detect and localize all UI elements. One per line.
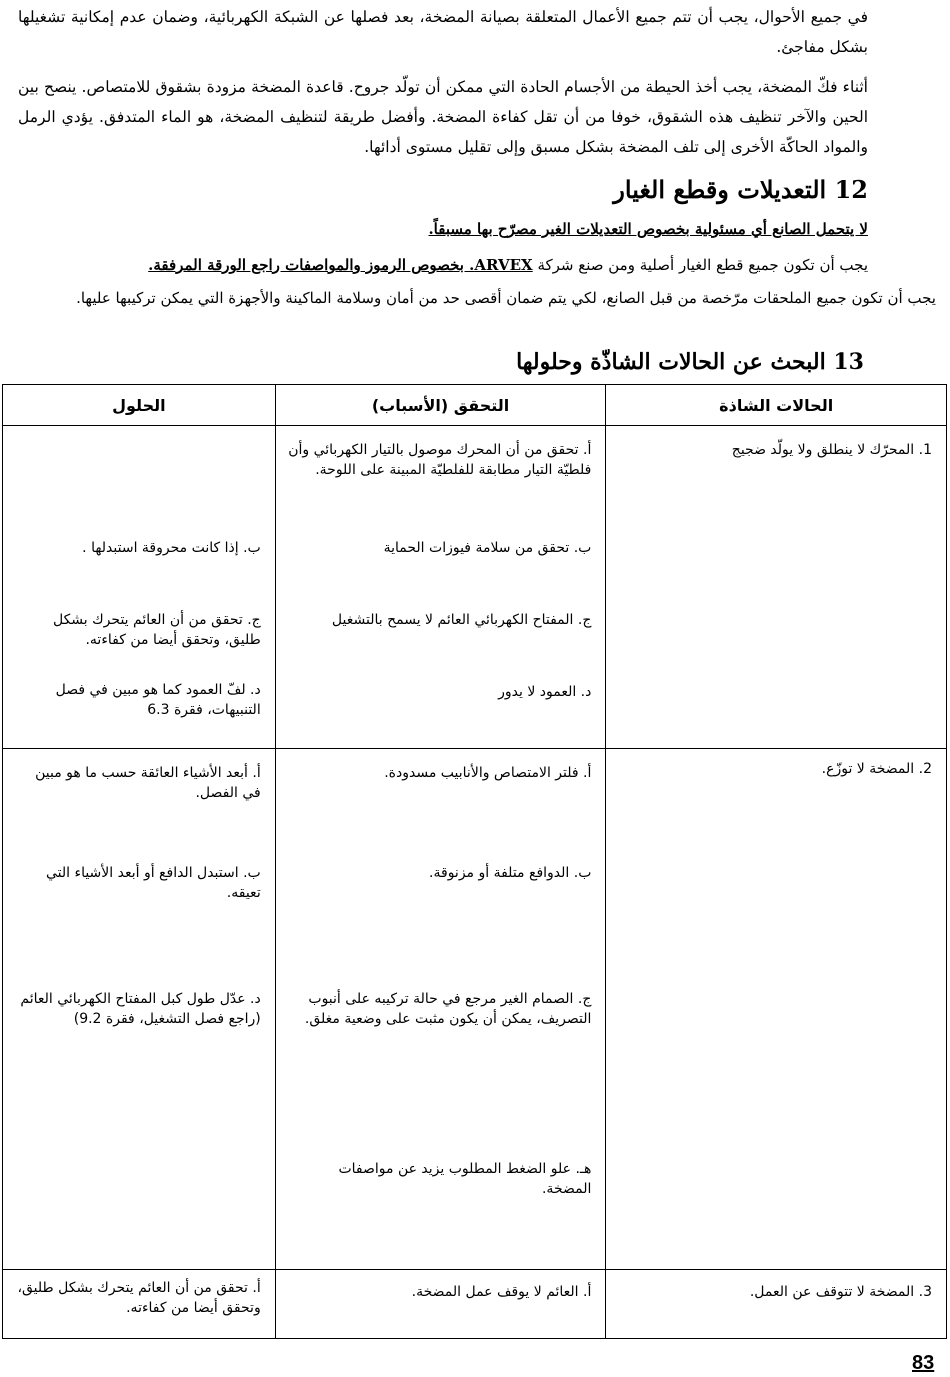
cause-1b: ب. تحقق من سلامة فيوزات الحماية — [383, 540, 592, 556]
solution-2b: ب. استبدل الدافع أو أبعد الأشياء التي تعيقه. — [45, 865, 261, 901]
solution-2a: أ. أبعد الأشياء العائقة حسب ما هو مبين في الفصل. — [35, 765, 261, 801]
table-row — [3, 426, 947, 749]
fault-2: 2. المضخة لا توزّع. — [821, 761, 932, 777]
solution-2d: د. عدّل طول كبل المفتاح الكهربائي العائم (راجع فصل التشغيل، فقرة 9.2) — [20, 991, 261, 1027]
cause-1a: أ. تحقق من أن المحرك موصول بالتيار الكهربائي وأن فلطيّة التيار مطابقة للفلطيّة المبينة على اللوحة. — [288, 442, 592, 478]
fault-cell — [606, 749, 947, 1270]
brand-name: ARVEX — [474, 256, 533, 274]
causes-cell — [275, 1270, 606, 1339]
fault-cell — [606, 1270, 947, 1339]
page-number: 83 — [912, 1352, 935, 1374]
section-12-title: 12 التعديلات وقطع الغيار — [613, 175, 868, 204]
header-faults: الحالات الشاذة — [606, 385, 947, 426]
solution-1c: ج. تحقق من أن العائم يتحرك بشكل طليق، وتحقق أيضا من كفاءته. — [52, 612, 261, 648]
causes-cell — [275, 426, 606, 749]
section-13-title: 13 البحث عن الحالات الشاذّة وحلولها — [516, 349, 864, 375]
cause-2a: أ. فلتر الامتصاص والأنابيب مسدودة. — [384, 765, 592, 781]
solutions-cell — [3, 1270, 276, 1339]
accessories-paragraph: يجب أن تكون جميع الملحقات مرّخصة من قبل الصانع، لكي يتم ضمان أقصى حد من أمان وسلامة الماكينة والأجهزة التي يمكن تركيبها عليها. — [76, 289, 936, 307]
causes-cell — [275, 749, 606, 1270]
fault-1: 1. المحرّك لا ينطلق ولا يولّد ضجيج — [731, 442, 932, 458]
spare-parts-text: يجب أن تكون جميع قطع الغيار أصلية ومن صنع شركة — [532, 256, 868, 274]
spare-parts-reference: . بخصوص الرموز والمواصفات راجع الورقة المرفقة. — [148, 256, 475, 274]
fault-cell — [606, 426, 947, 749]
cause-2e: هـ. علو الضغط المطلوب يزيد عن مواصفات المضخة. — [338, 1161, 592, 1197]
solution-3a: أ. تحقق من أن العائم يتحرك بشكل طليق، وتحقق أيضا من كفاءته. — [17, 1280, 261, 1316]
header-causes: التحقق (الأسباب) — [275, 385, 606, 426]
cause-1d: د. العمود لا يدور — [498, 684, 592, 700]
intro-paragraph-maintenance: في جميع الأحوال، يجب أن تتم جميع الأعمال المتعلقة بصيانة المضخة، بعد فصلها عن الشبكة الكهربائية، وضمان عدم إمكانية تشغيلها بشكل مفاجئ. — [18, 8, 868, 56]
cause-2c: ج. الصمام الغير مرجع في حالة تركيبه على أنبوب التصريف، يمكن أن يكون مثبت على وضعية مغلق. — [304, 991, 592, 1027]
solutions-cell — [3, 749, 276, 1270]
cause-3a: أ. العائم لا يوقف عمل المضخة. — [411, 1284, 592, 1300]
table-header-row — [3, 385, 947, 426]
solution-1d: د. لفّ العمود كما هو مبين في فصل التنبيهات، فقرة 6.3 — [55, 682, 261, 718]
troubleshooting-table — [2, 384, 947, 1339]
modifications-warning: لا يتحمل الصانع أي مسئولية بخصوص التعديلات الغير مصرّح بها مسبقاً. — [428, 220, 868, 238]
cause-2b: ب. الدوافع متلفة أو مزنوقة. — [429, 865, 592, 881]
fault-3: 3. المضخة لا تتوقف عن العمل. — [749, 1284, 932, 1300]
cause-1c: ج. المفتاح الكهربائي العائم لا يسمح بالتشغيل — [331, 612, 592, 628]
intro-paragraph-disassembly: أثناء فكّ المضخة، يجب أخذ الحيطة من الأجسام الحادة التي ممكن أن تولّد جروح. قاعدة المضخة مزودة بشقوق للامتصاص. ينصح بين الحين والآخر تنظيف هذه الشقوق، خوفا من أن تقل كفاءة المضخة. وأفضل طريقة لتنظيف المضخة، هو الماء المتدفق. يؤدي الرمل والمواد الحاكّة الأخرى إلى تلف المضخة بشكل مسبق وإلى تقليل مستوى أدائها. — [18, 78, 868, 156]
solutions-cell — [3, 426, 276, 749]
table-row — [3, 749, 947, 1270]
header-solutions: الحلول — [3, 385, 276, 426]
table-row — [3, 1270, 947, 1339]
solution-1b: ب. إذا كانت محروقة استبدلها . — [82, 540, 261, 556]
spare-parts-line — [18, 252, 868, 278]
